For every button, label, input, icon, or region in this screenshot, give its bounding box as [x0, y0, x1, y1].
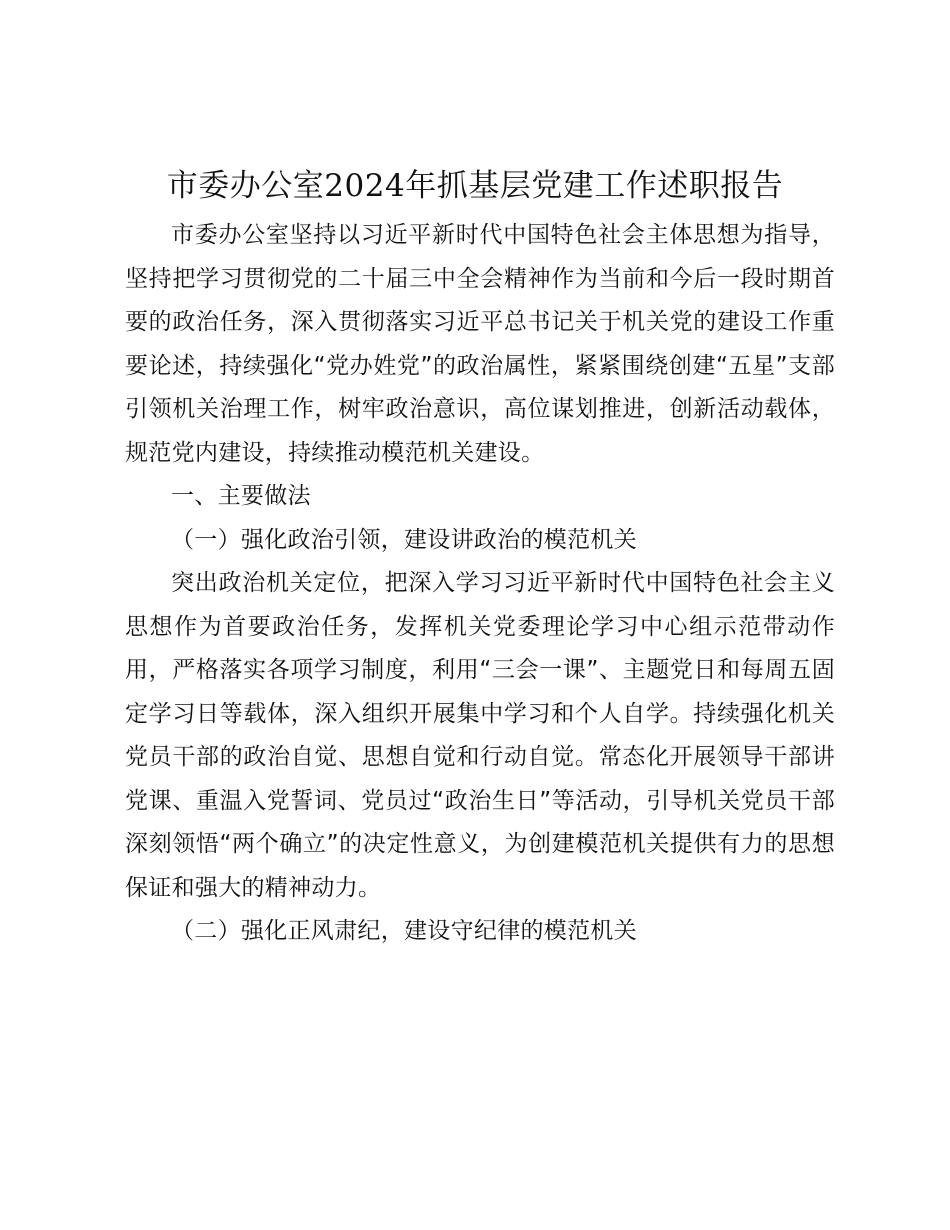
document-title: 市委办公室2024年抓基层党建工作述职报告 [166, 168, 784, 204]
subsection-body-political-leadership: 突出政治机关定位，把深入学习习近平新时代中国特色社会主义思想作为首要政治任务，发挥机关党委理论学习中心组示范带动作用，严格落实各项学习制度，利用“三会一课”、主题党日和每周五固定学习日等载体，深入组织开展集中学习和个人自学。持续强化机关党员干部的政治自觉、思想自觉和行动自觉。常态化开展领导干部讲党课、重温入党誓词、党员过“政治生日”等活动，引导机关党员干部深刻领悟“两个确立”的决定性意义，为创建模范机关提供有力的思想保证和强大的精神动力。 [125, 570, 835, 901]
section-heading-main-practices: 一、主要做法 [171, 483, 311, 509]
intro-paragraph: 市委办公室坚持以习近平新时代中国特色社会主体思想为指导，坚持把学习贯彻党的二十届三中全会精神作为当前和今后一段时期首要的政治任务，深入贯彻落实习近平总书记关于机关党的建设工作重要论述，持续强化“党办姓党”的政治属性，紧紧围绕创建“五星”支部引领机关治理工作，树牢政治意识，高位谋划推进，创新活动载体，规范党内建设，持续推动模范机关建设。 [125, 222, 835, 466]
subsection-heading-political-leadership: （一）强化政治引领，建设讲政治的模范机关 [171, 526, 637, 553]
subsection-heading-discipline: （二）强化正风肃纪，建设守纪律的模范机关 [171, 918, 637, 944]
document-body [125, 214, 835, 954]
